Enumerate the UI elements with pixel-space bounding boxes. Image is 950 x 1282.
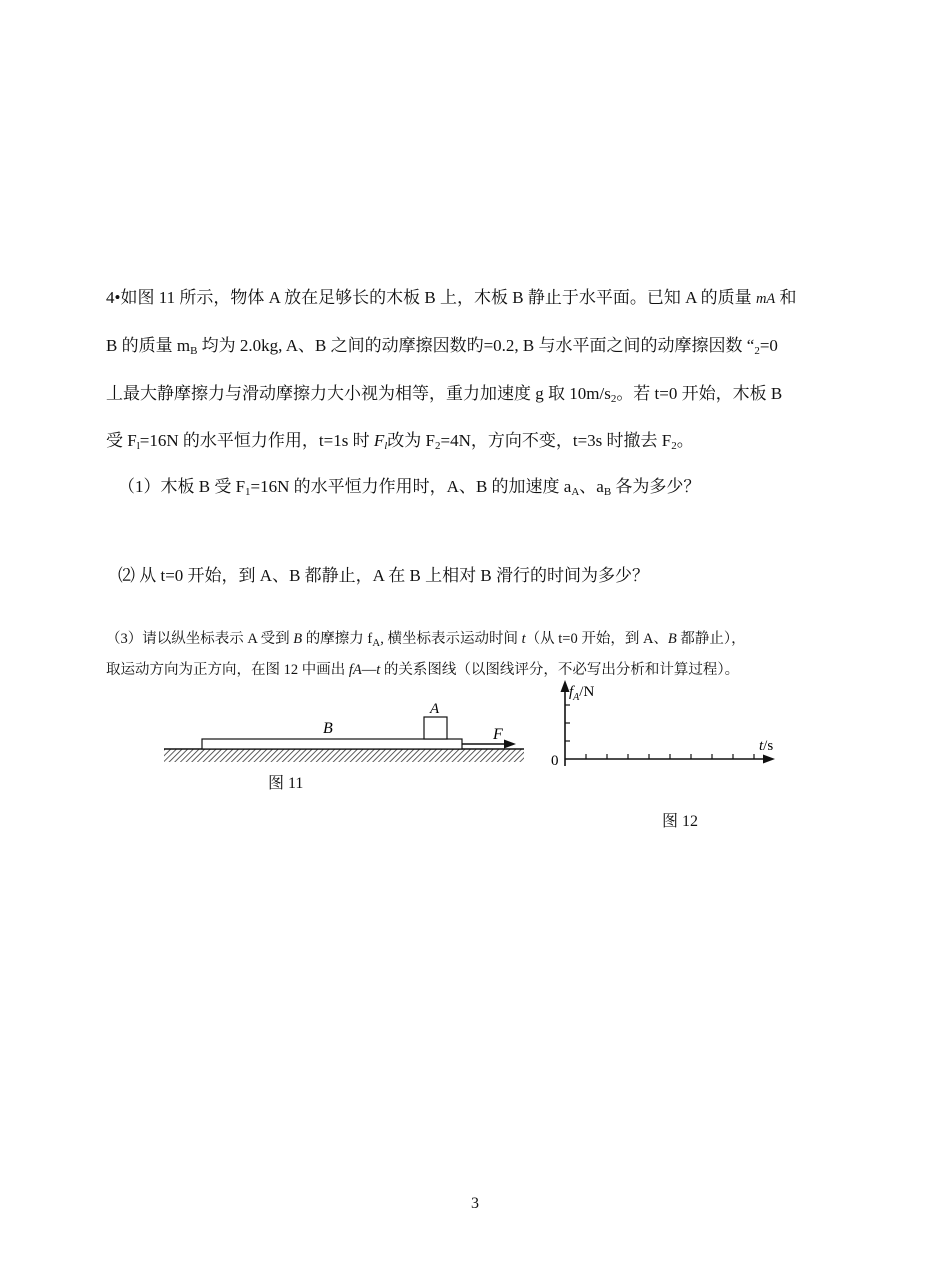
y-label: $f_A/N$ (569, 684, 595, 703)
question-3-line-2: 取运动方向为正方向，在图 12 中画出 fA—t 的关系图线（以图线评分，不必写出分析和计算过程）。 (106, 662, 740, 678)
page-number: 3 (471, 1195, 479, 1212)
figure-11-caption: 图 11 (268, 775, 304, 792)
question-2: ⑵ 从 t=0 开始，到 A、B 都静止，A 在 B 上相对 B 滑行的时间为多少？ (118, 566, 649, 585)
problem-line-1: 4•如图 11 所示，物体 A 放在足够长的木板 B 上，木板 B 静止于水平面。已知 A 的质量 mA 和 (106, 288, 797, 307)
ground-hatch (164, 749, 524, 762)
problem-line-3: 丄最大静摩擦力与滑动摩擦力大小视为相等，重力加速度 g 取 $10m/s_2$。若 t=0 开始，木板 B (106, 384, 783, 405)
origin-label: 0 (551, 753, 559, 769)
question-3-line-1: （3）请以纵坐标表示 A 受到 B 的摩擦力 $f_A$, 横坐标表示运动时间 t（从 t=0 开始，到 A、B 都静止）， (106, 631, 746, 649)
label-f: F (493, 726, 503, 743)
problem-line-2: B 的质量 $m_B$ 均为 2.0kg, A、B 之间的动摩擦因数旳=0.2, B 与水平面之间的动摩擦因数 “$_2=0$ (106, 336, 778, 357)
figure-11 (160, 697, 530, 772)
label-b: B (323, 720, 333, 737)
block-a (424, 717, 447, 739)
x-axis-arrow (763, 755, 775, 764)
figure-12 (545, 678, 785, 778)
force-arrow-head (504, 740, 516, 749)
figure-12-caption: 图 12 (662, 813, 699, 830)
question-1: （1）木板 B 受 $F_1=16N$ 的水平恒力作用时，A、B 的加速度 $a_A$、$a_B$ 各为多少？ (118, 477, 701, 498)
x-label: t/s (759, 738, 774, 754)
problem-number: 4• (106, 288, 121, 307)
board-b (202, 739, 462, 749)
problem-line-4: 受 $F_l=16N$ 的水平恒力作用，t=1s 时 $F_l$改为 $F_2=4N$，方向不变，t=3s 时撤去 $F_2$。 (106, 431, 694, 452)
label-a: A (430, 701, 440, 717)
